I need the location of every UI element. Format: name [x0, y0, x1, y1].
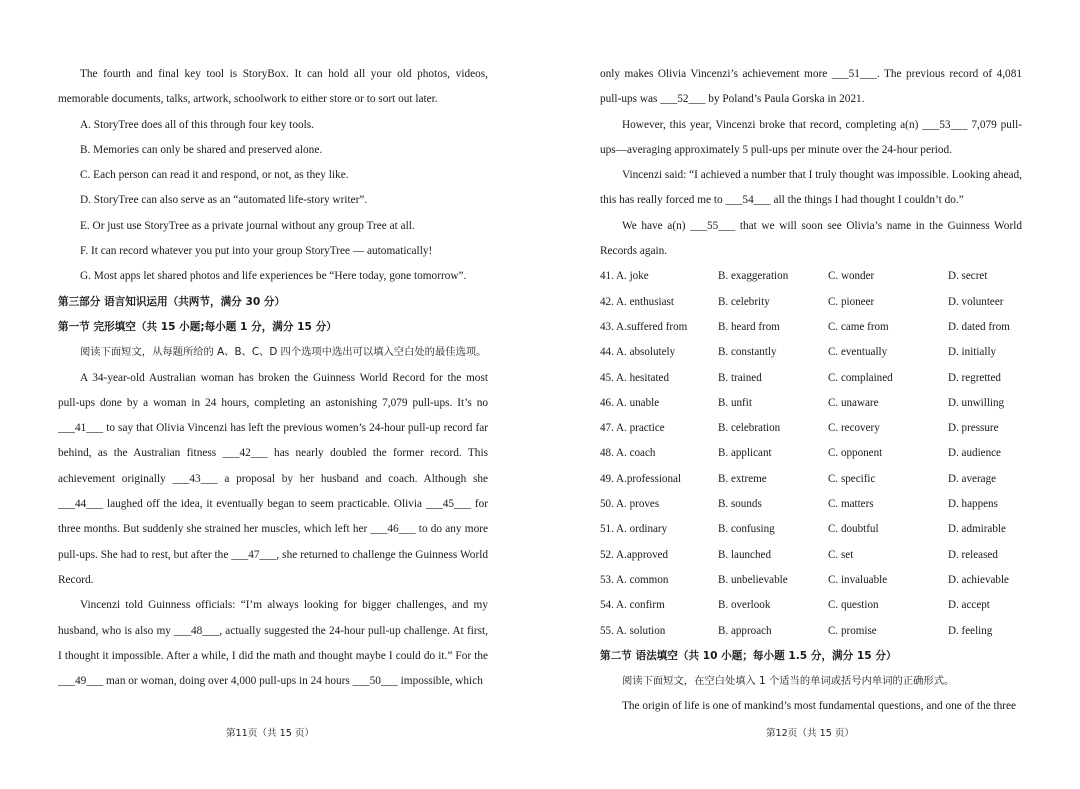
- choice-c: C. invaluable: [828, 573, 888, 586]
- choice-a: 45. A. hesitated: [600, 371, 670, 384]
- section1-heading: 第一节 完形填空（共 15 小题;每小题 1 分，满分 15 分）: [58, 320, 337, 333]
- continuation-paragraph-4: We have a(n) ___55___ that we will soon see Olivia’s name in the Guinness World Records again.: [600, 219, 1022, 258]
- option-a: A. StoryTree does all of this through four key tools.: [80, 118, 314, 131]
- choice-b: B. constantly: [718, 346, 777, 359]
- choice-b: B. applicant: [718, 447, 772, 460]
- section2-heading: 第二节 语法填空（共 10 小题；每小题 1.5 分，满分 15 分）: [600, 649, 897, 662]
- choice-d: D. average: [948, 472, 997, 485]
- choice-c: C. unaware: [828, 396, 879, 409]
- choice-row: [600, 568, 1022, 593]
- choice-c: C. set: [828, 548, 854, 561]
- choice-a: 49. A.professional: [600, 472, 682, 485]
- choice-row: [600, 416, 1022, 441]
- choice-c: C. eventually: [828, 346, 888, 359]
- grammar-instruction: 阅读下面短文，在空白处填入 1 个适当的单词或括号内单词的正确形式。: [622, 675, 955, 688]
- choice-row: [600, 593, 1022, 618]
- choice-c: C. pioneer: [828, 295, 875, 308]
- choice-b: B. exaggeration: [718, 270, 789, 283]
- choice-b: B. approach: [718, 624, 772, 637]
- choice-a: 54. A. confirm: [600, 599, 665, 612]
- choice-a: 47. A. practice: [600, 422, 665, 435]
- right-page: [540, 0, 1080, 789]
- choice-c: C. came from: [828, 320, 889, 333]
- choice-d: D. secret: [948, 270, 988, 283]
- choice-d: D. pressure: [948, 422, 999, 435]
- choice-b: B. trained: [718, 371, 762, 384]
- choice-d: D. dated from: [948, 320, 1010, 333]
- choice-a: 50. A. proves: [600, 498, 660, 511]
- choice-c: C. promise: [828, 624, 877, 637]
- choice-row: [600, 264, 1022, 289]
- choice-row: [600, 290, 1022, 315]
- choice-b: B. sounds: [718, 498, 762, 511]
- part3-heading: 第三部分 语言知识运用（共两节，满分 30 分）: [58, 295, 286, 308]
- page-number-left: 第11页（共 15 页）: [225, 728, 315, 739]
- choices-table: [600, 264, 1022, 643]
- choice-row: [600, 492, 1022, 517]
- choice-a: 55. A. solution: [600, 624, 666, 637]
- option-d: D. StoryTree can also serve as an “automated life-story writer”.: [80, 194, 368, 207]
- choice-a: 41. A. joke: [600, 270, 649, 283]
- choice-d: D. initially: [948, 346, 997, 359]
- choice-a: 43. A.suffered from: [600, 320, 688, 333]
- option-f: F. It can record whatever you put into your group StoryTree — automatically!: [80, 245, 433, 258]
- option-e: E. Or just use StoryTree as a private journal without any group Tree at all.: [80, 219, 415, 232]
- choice-row: [600, 391, 1022, 416]
- choice-c: C. question: [828, 599, 879, 612]
- choice-row: [600, 543, 1022, 568]
- choice-c: C. specific: [828, 472, 876, 485]
- choice-a: 53. A. common: [600, 573, 669, 586]
- choice-a: 48. A. coach: [600, 447, 656, 460]
- continuation-paragraph-3: Vincenzi said: “I achieved a number that I truly thought was impossible. Looking ahead, this has really forced me to ___54___ all the things I had thought I couldn’t do.”: [600, 169, 1022, 207]
- choice-row: [600, 340, 1022, 365]
- continuation-paragraph-2: However, this year, Vincenzi broke that record, completing a(n) ___53___ 7,079 pull-ups—averaging approximately 5 pull-ups per minute over the 24-hour period.: [600, 118, 1022, 156]
- choice-b: B. celebration: [718, 422, 781, 435]
- choice-d: D. achievable: [948, 573, 1009, 586]
- choice-d: D. volunteer: [948, 295, 1004, 308]
- choice-a: 42. A. enthusiast: [600, 295, 674, 308]
- option-c: C. Each person can read it and respond, or not, as they like.: [80, 169, 349, 182]
- choice-row: [600, 315, 1022, 340]
- choice-a: 51. A. ordinary: [600, 523, 668, 536]
- choice-d: D. regretted: [948, 371, 1001, 384]
- choice-b: B. launched: [718, 548, 771, 561]
- choice-d: D. released: [948, 548, 998, 561]
- storybox-paragraph: The fourth and final key tool is StoryBox. It can hold all your old photos, videos, memorable documents, talks, artwork, schoolwork to either store or to sort out later.: [58, 68, 488, 106]
- choice-d: D. admirable: [948, 523, 1006, 536]
- choice-d: D. audience: [948, 447, 1001, 460]
- choice-a: 52. A.approved: [600, 548, 669, 561]
- cloze-instruction: 阅读下面短文，从每题所给的 A、B、C、D 四个选项中选出可以填入空白处的最佳选项。: [80, 346, 487, 359]
- origin-paragraph: The origin of life is one of mankind’s most fundamental questions, and one of the three: [622, 700, 1017, 713]
- choice-c: C. matters: [828, 498, 874, 511]
- choice-c: C. doubtful: [828, 523, 879, 536]
- choice-d: D. unwilling: [948, 396, 1005, 409]
- choice-b: B. extreme: [718, 472, 767, 485]
- passage-paragraph-1: A 34-year-old Australian woman has broken the Guinness World Record for the most pull-ups done by a woman in 24 hours, completing an astonishing 7,079 pull-ups. It’s no ___41___ to say that Olivia Vincenzi has left the previous women’s 24-hour pull-up record far behind, as the Australian fitness ___42___ has nearly doubled the former record. This achievement originally ___43___ a proposal by her husband and coach. Although she ___44___ laughed off the idea, it eventually began to seem practicable. Olivia ___45___ for three months. But suddenly she strained her muscles, which left her ___46___ to do any more pull-ups. She had to rest, but after the ___47___, she returned to challenge the Guinness World Record.: [58, 371, 488, 586]
- choice-b: B. unfit: [718, 396, 752, 409]
- choice-b: B. confusing: [718, 523, 775, 536]
- choice-row: [600, 517, 1022, 542]
- choice-b: B. unbelievable: [718, 573, 788, 586]
- continuation-paragraph-1: only makes Olivia Vincenzi’s achievement more ___51___. The previous record of 4,081 pull-ups was ___52___ by Poland’s Paula Gorska in 2021.: [600, 68, 1022, 106]
- choice-row: [600, 619, 1022, 644]
- choice-b: B. celebrity: [718, 295, 770, 308]
- choice-b: B. overlook: [718, 599, 771, 612]
- choice-d: D. feeling: [948, 624, 993, 637]
- choice-row: [600, 366, 1022, 391]
- page-number-right: 第12页（共 15 页）: [765, 728, 855, 739]
- choice-c: C. wonder: [828, 270, 875, 283]
- option-g: G. Most apps let shared photos and life experiences be “Here today, gone tomorrow”.: [80, 270, 467, 283]
- choice-row: [600, 467, 1022, 492]
- choice-row: [600, 441, 1022, 466]
- passage-paragraph-2: Vincenzi told Guinness officials: “I’m always looking for bigger challenges, and my husband, who is also my ___48___, actually suggested the 24-hour pull-up challenge. At first, I thought it impossible. After a while, I did the math and thought maybe I could do it.” For the ___49___ man or woman, doing over 4,000 pull-ups in 24 hours ___50___ impossible, which: [58, 599, 488, 688]
- choice-c: C. complained: [828, 371, 893, 384]
- option-b: B. Memories can only be shared and preserved alone.: [80, 143, 323, 156]
- choice-c: C. opponent: [828, 447, 883, 460]
- choice-d: D. happens: [948, 498, 998, 511]
- choice-b: B. heard from: [718, 320, 780, 333]
- choice-d: D. accept: [948, 599, 990, 612]
- choice-a: 46. A. unable: [600, 396, 660, 409]
- choice-a: 44. A. absolutely: [600, 346, 676, 359]
- choice-c: C. recovery: [828, 422, 880, 435]
